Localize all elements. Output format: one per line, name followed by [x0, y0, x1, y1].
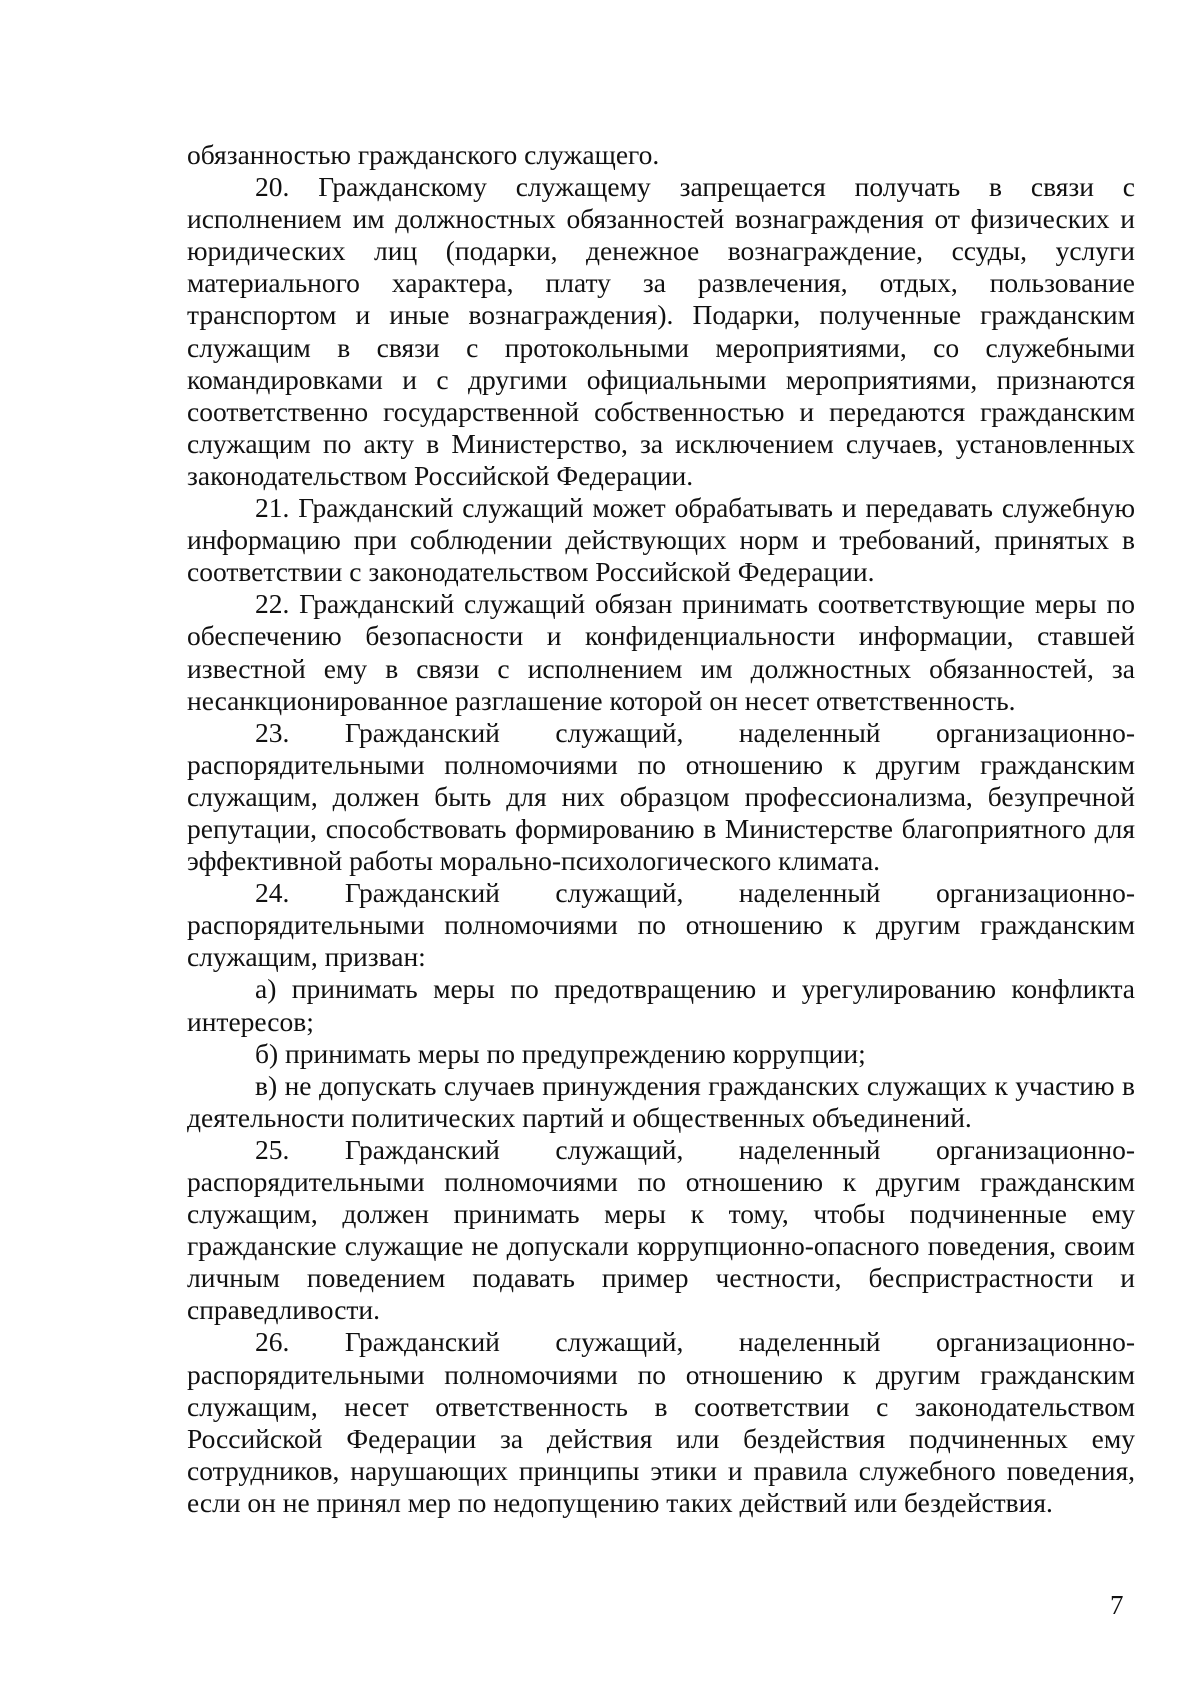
- paragraph-23: 23. Гражданский служащий, наделенный организационно-распорядительными полномочиями по отношению к другим гражданским служащим, должен быть для них образцом профессионализма, безупречной репутации, способствовать формированию в Министерстве благоприятного для эффективной работы морально-психологического климата.: [187, 716, 1135, 877]
- paragraph-25: 25. Гражданский служащий, наделенный организационно-распорядительными полномочиями по отношению к другим гражданским служащим, должен принимать меры к тому, чтобы подчиненные ему гражданские служащие не допускали коррупционно-опасного поведения, своим личным поведением подавать пример честности, беспристрастности и справедливости.: [187, 1133, 1135, 1326]
- paragraph-21: 21. Гражданский служащий может обрабатывать и передавать служебную информацию при соблюдении действующих норм и требований, принятых в соответствии с законодательством Российской Федерации.: [187, 492, 1135, 588]
- paragraph-26: 26. Гражданский служащий, наделенный организационно-распорядительными полномочиями по отношению к другим гражданским служащим, несет ответственность в соответствии с законодательством Российской Федерации за действия или бездействия подчиненных ему сотрудников, нарушающих принципы этики и правила служебного поведения, если он не принял мер по недопущению таких действий или бездействия.: [187, 1326, 1135, 1518]
- document-body: [187, 139, 1135, 1519]
- paragraph-24: 24. Гражданский служащий, наделенный организационно-распорядительными полномочиями по отношению к другим гражданским служащим, призван:: [187, 877, 1135, 973]
- paragraph-20: 20. Гражданскому служащему запрещается получать в связи с исполнением им должностных обязанностей вознаграждения от физических и юридических лиц (подарки, денежное вознаграждение, ссуды, услуги материального характера, плату за развлечения, отдых, пользование транспортом и иные вознаграждения). Подарки, полученные гражданским служащим в связи с протокольными мероприятиями, со служебными командировками и с другими официальными мероприятиями, признаются соответственно государственной собственностью и передаются гражданским служащим по акту в Министерство, за исключением случаев, установленных законодательством Российской Федерации.: [187, 171, 1135, 491]
- page-number: 7: [1110, 1590, 1124, 1620]
- paragraph-24-item-v: в) не допускать случаев принуждения гражданских служащих к участию в деятельности политических партий и общественных объединений.: [187, 1069, 1135, 1133]
- paragraph-22: 22. Гражданский служащий обязан принимать соответствующие меры по обеспечению безопасности и конфиденциальности информации, ставшей известной ему в связи с исполнением им должностных обязанностей, за несанкционированное разглашение которой он несет ответственность.: [187, 588, 1135, 716]
- paragraph-24-item-a: а) принимать меры по предотвращению и урегулированию конфликта интересов;: [187, 973, 1135, 1037]
- paragraph-continuation: обязанностью гражданского служащего.: [187, 139, 660, 170]
- paragraph-24-item-b: б) принимать меры по предупреждению коррупции;: [255, 1037, 866, 1069]
